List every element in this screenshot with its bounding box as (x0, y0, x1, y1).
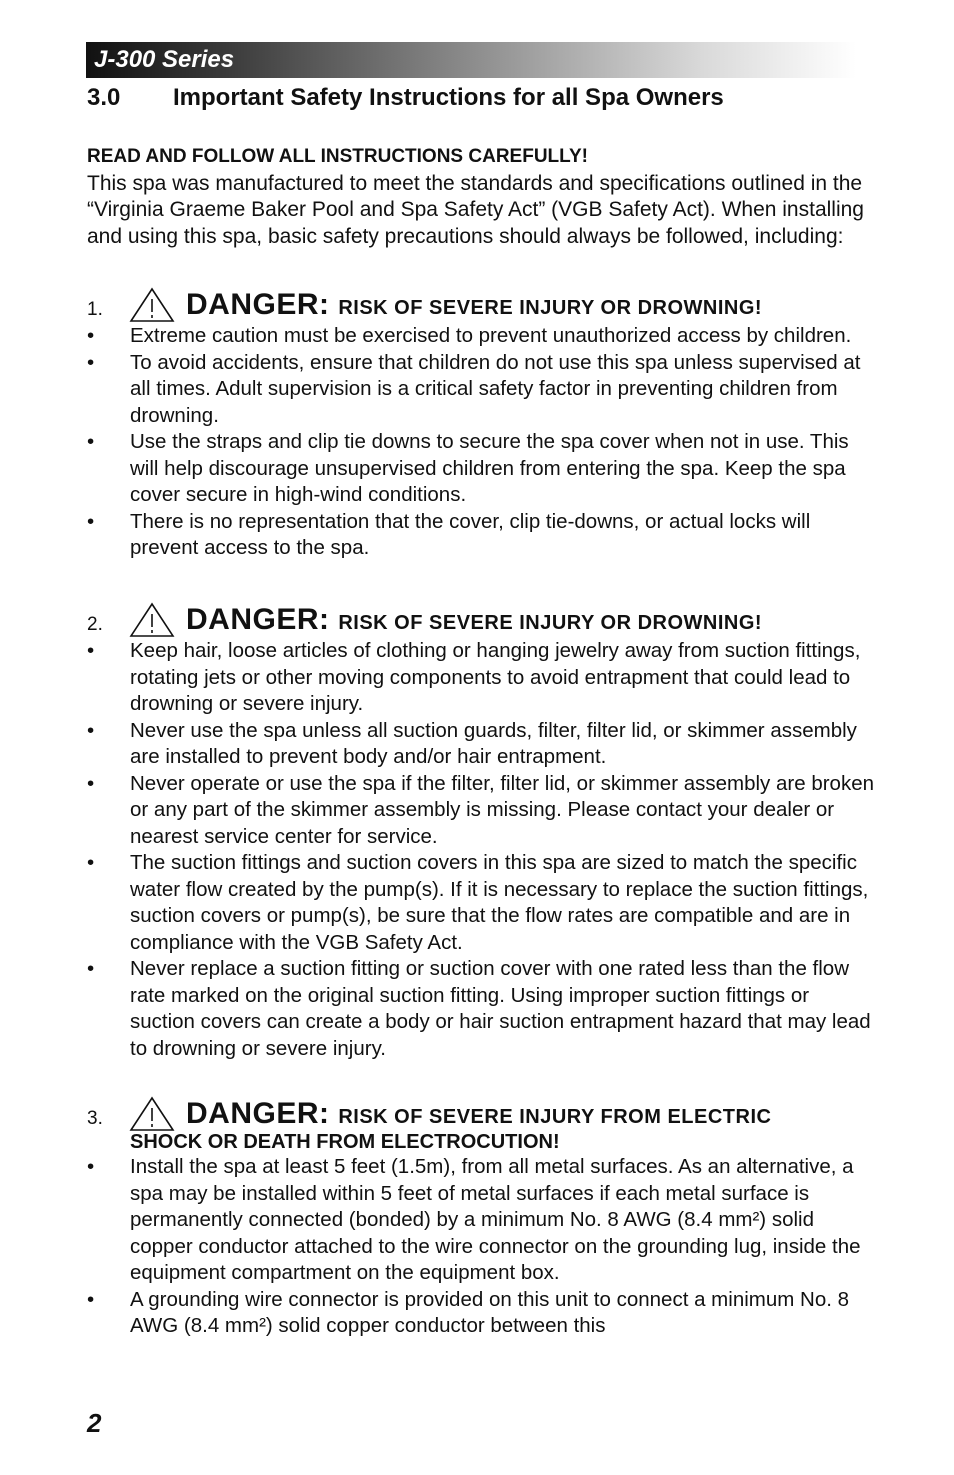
bullet-list (87, 1154, 877, 1340)
danger-risk-continued: SHOCK OR DEATH FROM ELECTROCUTION! (130, 1131, 560, 1153)
list-item: • Extreme caution must be exercised to prevent unauthorized access by children. (87, 323, 877, 350)
list-item: • Install the spa at least 5 feet (1.5m), from all metal surfaces. As an alternative, a spa may be installed within 5 feet of metal surfaces if each metal surface is permanently connected (bonded) by a minimum No. 8 AWG (8.4 mm²) solid copper conductor attached to the wire connector on the grounding lug, inside the equipment compartment on the equipment box. (87, 1154, 877, 1287)
intro-block (87, 144, 877, 250)
danger-number: 2. (87, 614, 103, 635)
danger-risk: RISK OF SEVERE INJURY OR DROWNING! (338, 297, 763, 319)
danger-section-2 (87, 602, 877, 1062)
list-item: • Use the straps and clip tie downs to secure the spa cover when not in use. This will help discourage unsupervised children from entering the spa. Keep the spa cover secure in high-wind conditions. (87, 429, 877, 509)
danger-label: DANGER: RISK OF SEVERE INJURY OR DROWNING! (186, 288, 763, 321)
intro-text: This spa was manufactured to meet the standards and specifications outlined in the “Virginia Graeme Baker Pool and Spa Safety Act” (VGB Safety Act). When installing and using this spa, basic safety precautions should always be followed, including: (87, 171, 864, 248)
danger-risk: RISK OF SEVERE INJURY OR DROWNING! (338, 612, 763, 634)
danger-risk: RISK OF SEVERE INJURY FROM ELECTRIC (338, 1106, 772, 1128)
list-item: • Keep hair, loose articles of clothing or hanging jewelry away from suction fittings, rotating jets or other moving components to avoid entrapment that could lead to drowning or severe injury. (87, 638, 877, 718)
danger-header (87, 287, 877, 323)
danger-section-3 (87, 1096, 877, 1340)
bullet-list (87, 323, 877, 562)
list-item: • Never operate or use the spa if the filter, filter lid, or skimmer assembly are broken or any part of the skimmer assembly is missing. Please contact your dealer or nearest service center for service. (87, 771, 877, 851)
danger-section-1 (87, 287, 877, 562)
list-item: • Never replace a suction fitting or suction cover with one rated less than the flow rate marked on the original suction fitting. Using improper suction fittings or suction covers can create a body or hair suction entrapment hazard that may lead to drowning or severe injury. (87, 956, 877, 1062)
danger-header (87, 1096, 877, 1132)
warning-triangle-icon (129, 602, 175, 638)
list-item: • Never use the spa unless all suction guards, filter, filter lid, or skimmer assembly are installed to prevent body and/or hair entrapment. (87, 718, 877, 771)
series-title: J-300 Series (94, 46, 235, 73)
section-title: Important Safety Instructions for all Spa Owners (173, 84, 724, 111)
page-number: 2 (87, 1408, 102, 1438)
danger-number: 3. (87, 1108, 103, 1129)
bullet-list (87, 638, 877, 1062)
danger-label: DANGER: RISK OF SEVERE INJURY OR DROWNING! (186, 603, 763, 636)
intro-caps: READ AND FOLLOW ALL INSTRUCTIONS CAREFULLY! (87, 146, 589, 167)
section-number: 3.0 (87, 84, 121, 111)
warning-triangle-icon (129, 1096, 175, 1132)
danger-number: 1. (87, 299, 103, 320)
list-item: • There is no representation that the cover, clip tie-downs, or actual locks will prevent access to the spa. (87, 509, 877, 562)
series-header-bar (86, 42, 856, 78)
list-item: • To avoid accidents, ensure that children do not use this spa unless supervised at all times. Adult supervision is a critical safety factor in preventing children from drowning. (87, 350, 877, 430)
danger-header (87, 602, 877, 638)
warning-triangle-icon (129, 287, 175, 323)
section-heading (87, 83, 887, 113)
list-item: • The suction fittings and suction covers in this spa are sized to match the specific water flow created by the pump(s). If it is necessary to replace the suction fittings, suction covers or pump(s), be sure that the flow rates are compatible and are in compliance with the VGB Safety Act. (87, 850, 877, 956)
list-item: • A grounding wire connector is provided on this unit to connect a minimum No. 8 AWG (8.4 mm²) solid copper conductor between this (87, 1287, 877, 1340)
danger-label: DANGER: RISK OF SEVERE INJURY FROM ELECTRIC (186, 1097, 772, 1130)
